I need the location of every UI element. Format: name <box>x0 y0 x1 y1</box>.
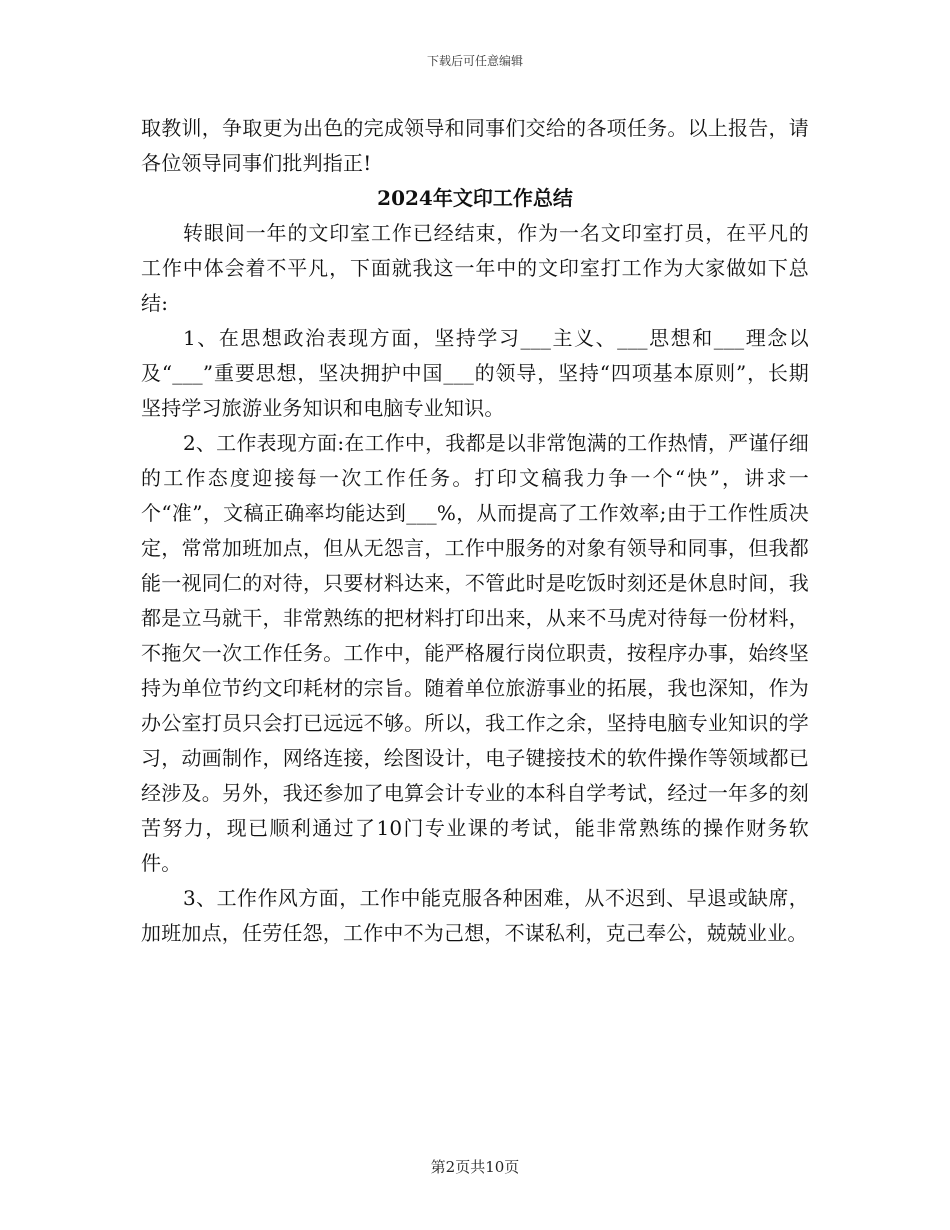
page-footer: 第2页共10页 <box>430 1158 520 1176</box>
work-performance-paragraph: 2、工作表现方面:在工作中，我都是以非常饱满的工作热情，严谨仔细的工作态度迎接每一次工作任务。打印文稿我力争一个“快”，讲求一个“准”，文稿正确率均能达到___%，从而提高了工作效率;由于工作性质决定，常常加班加点，但从无怨言，工作中服务的对象有领导和同事，但我都能一视同仁的对待，只要材料达来，不管此时是吃饭时刻还是休息时间，我都是立马就干，非常熟练的把材料打印出来，从来不马虎对待每一份材料，不拖欠一次工作任务。工作中，能严格履行岗位职责，按程序办事，始终坚持为单位节约文印耗材的宗旨。随着单位旅游事业的拓展，我也深知，作为办公室打员只会打已远远不够。所以，我工作之余，坚持电脑专业知识的学习，动画制作，网络连接，绘图设计，电子键接技术的软件操作等领域都已经涉及。另外，我还参加了电算会计专业的本科自学考试，经过一年多的刻苦努力，现已顺利通过了10门专业课的考试，能非常熟练的操作财务软件。 <box>141 431 809 875</box>
political-section-paragraph: 1、在思想政治表现方面，坚持学习___主义、___思想和___理念以及“___”重要思想，坚决拥护中国___的领导，坚持“四项基本原则”，长期坚持学习旅游业务知识和电脑专业知识。 <box>141 326 809 420</box>
continuation-paragraph: 取教训，争取更为出色的完成领导和同事们交给的各项任务。以上报告，请各位领导同事们批判指正! <box>141 116 809 175</box>
document-body <box>141 111 809 951</box>
page-header: 下载后可任意编辑 <box>426 54 523 68</box>
document-title: 2024年文印工作总结 <box>377 186 573 210</box>
intro-paragraph: 转眼间一年的文印室工作已经结束，作为一名文印室打员，在平凡的工作中体会着不平凡，下面就我这一年中的文印室打工作为大家做如下总结: <box>141 221 809 315</box>
work-style-paragraph: 3、工作作风方面，工作中能克服各种困难，从不迟到、早退或缺席，加班加点，任劳任怨，工作中不为己想，不谋私利，克己奉公，兢兢业业。 <box>141 886 809 945</box>
